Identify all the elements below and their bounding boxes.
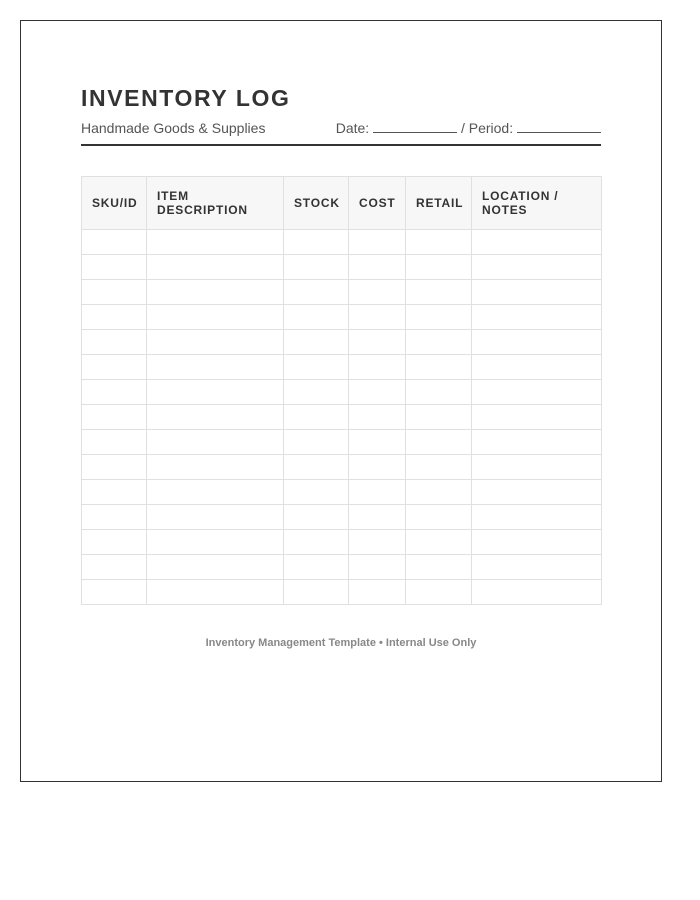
table-cell[interactable] <box>406 455 472 480</box>
table-cell[interactable] <box>472 280 602 305</box>
table-cell[interactable] <box>82 280 147 305</box>
column-header-location-notes: LOCATION / NOTES <box>472 177 602 230</box>
date-period-fields <box>336 116 601 140</box>
table-cell[interactable] <box>349 280 406 305</box>
table-cell[interactable] <box>147 255 284 280</box>
table-body <box>82 230 602 605</box>
table-cell[interactable] <box>472 305 602 330</box>
table-row <box>82 430 602 455</box>
table-cell[interactable] <box>82 455 147 480</box>
table-cell[interactable] <box>284 455 349 480</box>
column-header-retail: RETAIL <box>406 177 472 230</box>
column-header-cost: COST <box>349 177 406 230</box>
table-cell[interactable] <box>349 305 406 330</box>
table-cell[interactable] <box>82 555 147 580</box>
date-label: Date: <box>335 120 370 136</box>
date-blank-line[interactable] <box>373 118 457 133</box>
table-cell[interactable] <box>82 405 147 430</box>
table-cell[interactable] <box>472 505 602 530</box>
table-cell[interactable] <box>472 580 602 605</box>
table-row <box>82 280 602 305</box>
table-header-row <box>82 177 602 230</box>
table-cell[interactable] <box>284 580 349 605</box>
table-cell[interactable] <box>472 405 602 430</box>
column-header-item-description: ITEM DESCRIPTION <box>147 177 284 230</box>
table-cell[interactable] <box>472 330 602 355</box>
table-cell[interactable] <box>82 230 147 255</box>
table-cell[interactable] <box>284 555 349 580</box>
table-row <box>82 305 602 330</box>
table-cell[interactable] <box>82 305 147 330</box>
table-cell[interactable] <box>406 305 472 330</box>
table-cell[interactable] <box>349 380 406 405</box>
table-row <box>82 480 602 505</box>
table-cell[interactable] <box>406 355 472 380</box>
table-cell[interactable] <box>349 455 406 480</box>
table-cell[interactable] <box>82 480 147 505</box>
table-cell[interactable] <box>284 505 349 530</box>
inventory-table <box>81 176 602 605</box>
table-cell[interactable] <box>406 580 472 605</box>
table-cell[interactable] <box>472 255 602 280</box>
table-cell[interactable] <box>472 455 602 480</box>
table-cell[interactable] <box>349 255 406 280</box>
table-row <box>82 555 602 580</box>
table-row <box>82 330 602 355</box>
table-row <box>82 405 602 430</box>
table-cell[interactable] <box>147 305 284 330</box>
table-row <box>82 505 602 530</box>
table-row <box>82 530 602 555</box>
table-row <box>82 230 602 255</box>
table-cell[interactable] <box>82 530 147 555</box>
table-cell[interactable] <box>284 430 349 455</box>
document-content <box>81 84 601 649</box>
table-cell[interactable] <box>406 480 472 505</box>
table-cell[interactable] <box>284 380 349 405</box>
table-cell[interactable] <box>406 530 472 555</box>
column-header-stock: STOCK <box>284 177 349 230</box>
table-row <box>82 455 602 480</box>
table-cell[interactable] <box>472 480 602 505</box>
table-cell[interactable] <box>349 505 406 530</box>
header-divider <box>81 144 601 146</box>
table-cell[interactable] <box>349 330 406 355</box>
table-cell[interactable] <box>472 230 602 255</box>
document-page <box>20 20 662 782</box>
table-cell[interactable] <box>284 355 349 380</box>
table-cell[interactable] <box>82 255 147 280</box>
table-cell[interactable] <box>406 280 472 305</box>
page-subtitle: Handmade Goods & Supplies <box>81 120 266 136</box>
table-cell[interactable] <box>147 230 284 255</box>
table-cell[interactable] <box>349 480 406 505</box>
table-cell[interactable] <box>349 405 406 430</box>
table-cell[interactable] <box>349 430 406 455</box>
table-cell[interactable] <box>284 530 349 555</box>
table-cell[interactable] <box>147 355 284 380</box>
table-cell[interactable] <box>147 580 284 605</box>
table-cell[interactable] <box>406 230 472 255</box>
column-header-sku: SKU/ID <box>82 177 147 230</box>
period-blank-line[interactable] <box>517 118 601 133</box>
table-cell[interactable] <box>284 255 349 280</box>
table-cell[interactable] <box>147 380 284 405</box>
table-cell[interactable] <box>147 455 284 480</box>
table-cell[interactable] <box>406 430 472 455</box>
table-cell[interactable] <box>147 505 284 530</box>
table-cell[interactable] <box>82 380 147 405</box>
table-cell[interactable] <box>472 380 602 405</box>
table-row <box>82 355 602 380</box>
table-cell[interactable] <box>472 530 602 555</box>
table-cell[interactable] <box>349 530 406 555</box>
table-cell[interactable] <box>406 255 472 280</box>
table-cell[interactable] <box>284 330 349 355</box>
table-cell[interactable] <box>406 405 472 430</box>
table-cell[interactable] <box>349 230 406 255</box>
table-cell[interactable] <box>472 355 602 380</box>
table-cell[interactable] <box>82 505 147 530</box>
table-cell[interactable] <box>284 305 349 330</box>
table-cell[interactable] <box>82 430 147 455</box>
table-cell[interactable] <box>147 280 284 305</box>
table-cell[interactable] <box>349 355 406 380</box>
table-cell[interactable] <box>406 555 472 580</box>
table-cell[interactable] <box>147 555 284 580</box>
table-row <box>82 380 602 405</box>
table-cell[interactable] <box>284 280 349 305</box>
table-row <box>82 255 602 280</box>
table-cell[interactable] <box>147 530 284 555</box>
period-label: / Period: <box>460 120 514 136</box>
table-cell[interactable] <box>284 480 349 505</box>
table-cell[interactable] <box>349 555 406 580</box>
table-cell[interactable] <box>406 380 472 405</box>
table-row <box>82 580 602 605</box>
table-cell[interactable] <box>82 330 147 355</box>
table-cell[interactable] <box>147 405 284 430</box>
table-cell[interactable] <box>284 405 349 430</box>
table-cell[interactable] <box>147 330 284 355</box>
table-cell[interactable] <box>147 430 284 455</box>
table-cell[interactable] <box>472 555 602 580</box>
table-cell[interactable] <box>82 580 147 605</box>
table-cell[interactable] <box>284 230 349 255</box>
table-cell[interactable] <box>406 505 472 530</box>
table-cell[interactable] <box>82 355 147 380</box>
table-cell[interactable] <box>349 580 406 605</box>
table-cell[interactable] <box>406 330 472 355</box>
table-cell[interactable] <box>147 480 284 505</box>
table-cell[interactable] <box>472 430 602 455</box>
subtitle-row <box>81 116 601 140</box>
page-title: INVENTORY LOG <box>81 85 291 111</box>
page-footer: Inventory Management Template • Internal Use Only <box>205 637 477 649</box>
